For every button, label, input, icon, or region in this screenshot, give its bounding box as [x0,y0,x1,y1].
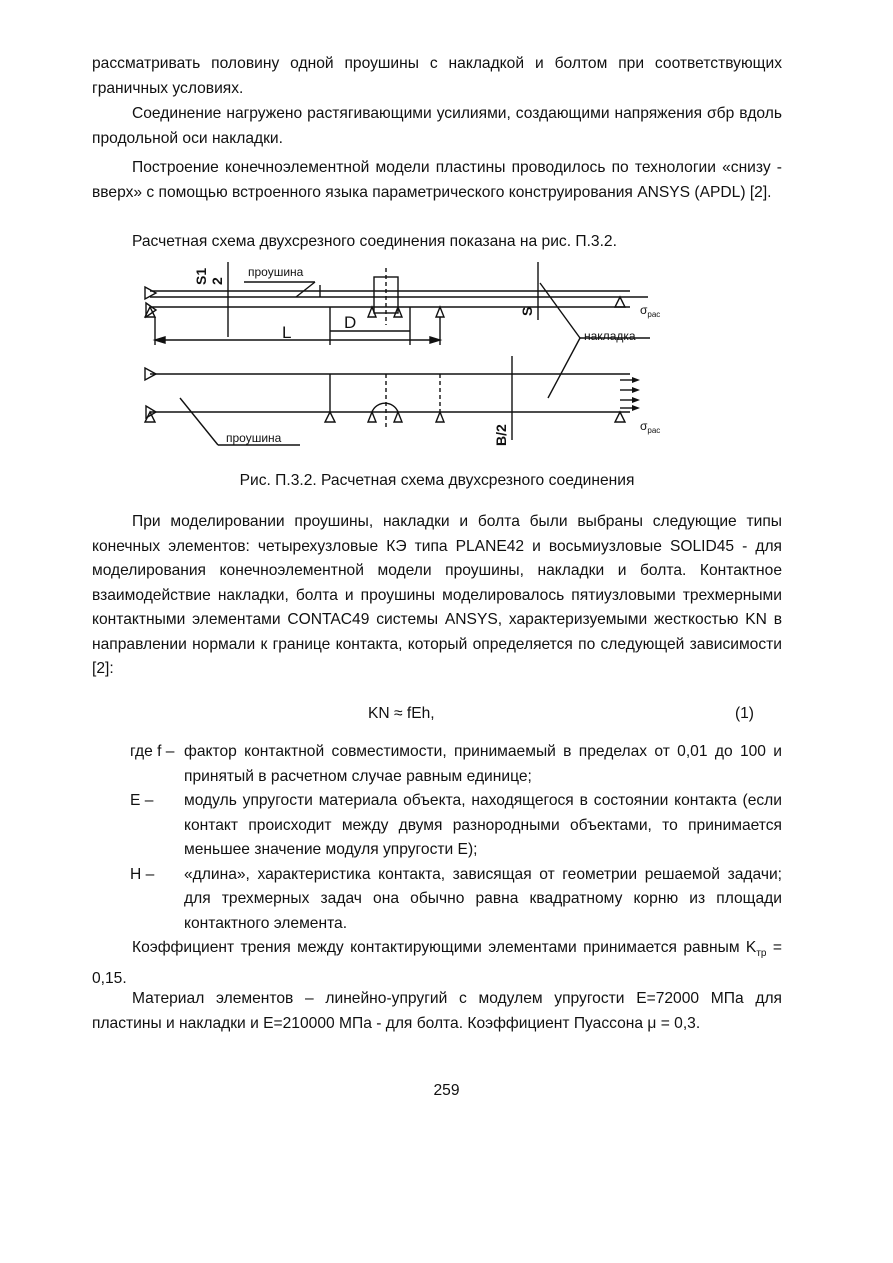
page-number: 259 [433,1082,460,1099]
definition-e [92,789,782,863]
label-b2: B/2 [493,424,509,446]
definition-h [92,863,782,937]
formula-1 [92,702,782,726]
connection-scheme-figure [0,250,893,465]
definition-f [92,740,782,789]
label-s: S [519,306,535,316]
formula-expression: KN ≈ fEh, [368,705,435,722]
definition-term: где f – [130,743,175,760]
definition-term: H – [130,865,155,883]
paragraph-continuation: рассматривать половину одной проушины с накладкой и болтом при соответствующих граничных условиях. [92,55,782,97]
label-sigma-bottom: $\sigma_{рас}$ [640,419,661,435]
friction-value: = 0,15. [92,939,782,987]
paragraph-material: Материал элементов – линейно-упругий с модулем упругости E=72000 МПа для пластины и накладки и E=210000 МПа - для болта. Коэффициент Пуассона μ = 0,3. [92,990,782,1032]
paragraph-friction [92,936,782,991]
label-d: D [344,313,357,332]
label-l: L [282,323,292,342]
formula-number: (1) [734,705,754,722]
label-two: 2 [209,277,225,285]
label-s1: S1 [193,267,209,285]
paragraph-model-construction: Построение конечноэлементной модели пластины проводилось по технологии «снизу - вверх» с помощью встроенного языка параметрического конструирования ANSYS (APDL) [2]. [92,159,782,201]
paragraph-figure-reference: Расчетная схема двухсрезного соединения показана на рис. П.3.2. [132,233,617,250]
definition-text: «длина», характеристика контакта, зависящая от геометрии решаемой задачи; для трехмерных задач она обычно равна квадратному корню из площади контактного элемента. [184,865,782,932]
label-sigma-top: $\sigma_{рас}$ [640,303,661,319]
definition-term: E – [130,792,154,809]
paragraph-load: Соединение нагружено растягивающими усилиями, создающими напряжения σбр вдоль продольной оси накладки. [92,105,782,147]
paragraph-finite-elements: При моделировании проушины, накладки и болта были выбраны следующие типы конечных элементов: четырехузловые КЭ типа PLANE42 и восьмиузловые SOLID45 - для моделирования конечноэлементной модели проушины, накладки и болта. Контактное взаимодействие накладки, болта и проушины моделировалось пятиузловыми трехмерными контактными элементами CONTAC49 системы ANSYS, характеризуемыми жесткостью KN в направлении нормали к границе контакта, который определяется по следующей зависимости [2]: [92,513,782,677]
friction-subscript: тр [756,948,767,960]
definitions-list [92,740,782,936]
label-proushina-top: проушина [248,265,304,279]
label-nakladka: накладка [584,329,636,343]
label-proushina-bottom: проушина [226,431,282,445]
friction-text: Коэффициент трения между контактирующими элементами принимается равным K [132,939,757,956]
figure-caption: Рис. П.3.2. Расчетная схема двухсрезного соединения [239,472,635,489]
definition-text: фактор контактной совместимости, принимаемый в пределах от 0,01 до 100 и принятый в расчетном случае равным единице; [184,743,782,785]
definition-text: модуль упругости материала объекта, находящегося в состоянии контакта (если контакт происходит между двумя разнородными объектами, то принимается меньшее значение модуля упругости E); [184,792,782,858]
